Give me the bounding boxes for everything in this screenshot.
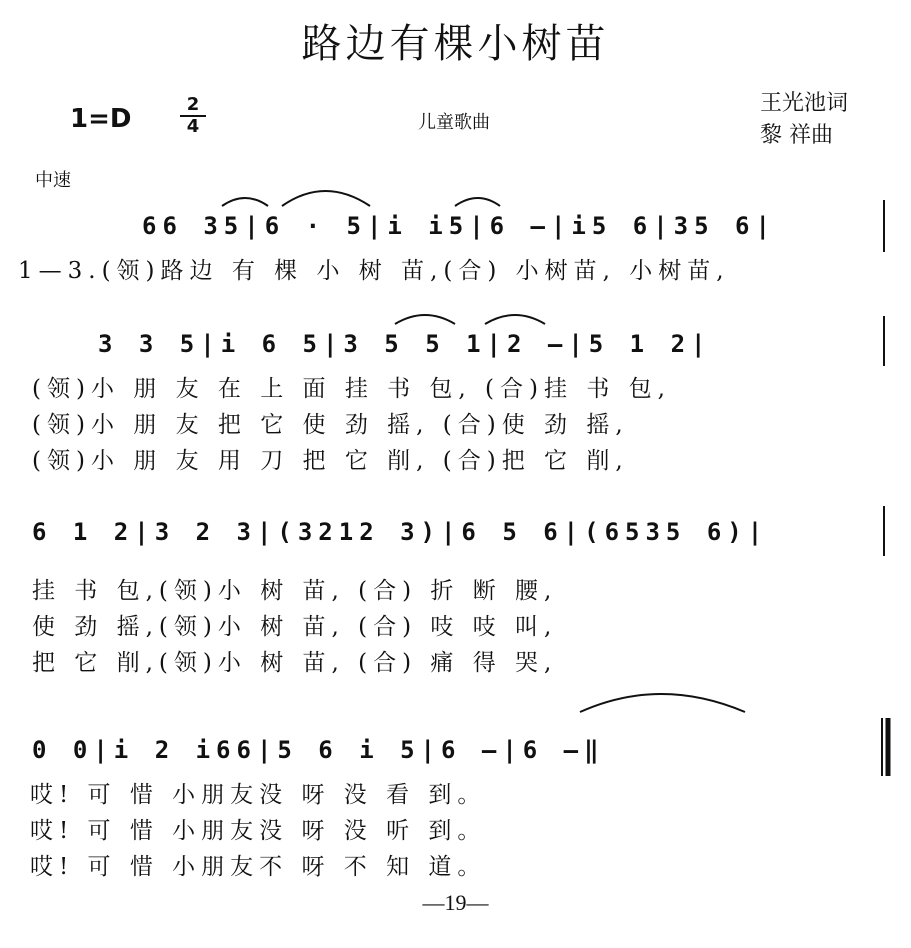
slur-mark bbox=[455, 198, 500, 206]
slur-mark bbox=[282, 191, 370, 206]
lyric-row-4-verse-3: 哎! 可 惜 小朋友不 呀 不 知 道。 bbox=[30, 854, 487, 880]
key-signature: 1=D bbox=[70, 104, 132, 134]
lyric-row-3-verse-3: 把 它 削,(领)小 树 苗, (合) 痛 得 哭, bbox=[32, 650, 558, 676]
song-title: 路边有棵小树苗 bbox=[301, 21, 610, 67]
lyricist-credit: 王光池词 bbox=[760, 91, 849, 116]
lyric-row-4-verse-2: 哎! 可 惜 小朋友没 呀 没 听 到。 bbox=[30, 818, 487, 844]
notation-row-1: 66 35|6 · 5|i i5|6 —|i5 6|35 6| bbox=[142, 212, 776, 240]
lyric-row-2-verse-3: (领)小 朋 友 用 刀 把 它 削, (合)把 它 削, bbox=[32, 448, 629, 474]
page-number: —19— bbox=[422, 890, 489, 915]
meter-top: 2 bbox=[186, 94, 200, 115]
lyric-row-1-verse-1: 1—3.(领)路边 有 棵 小 树 苗,(合) 小树苗, 小树苗, bbox=[18, 258, 730, 284]
lyric-row-4-verse-1: 哎! 可 惜 小朋友没 呀 没 看 到。 bbox=[30, 782, 487, 808]
song-genre: 儿童歌曲 bbox=[418, 112, 490, 133]
slur-mark bbox=[222, 198, 268, 206]
notation-row-4: 0 0|i 2 i66|5 6 i 5|6 —|6 —‖ bbox=[32, 736, 605, 764]
tie-mark bbox=[580, 694, 745, 712]
notation-row-3: 6 1 2|3 2 3|(3212 3)|6 5 6|(6535 6)| bbox=[32, 518, 769, 546]
lyric-row-3-verse-1: 挂 书 包,(领)小 树 苗, (合) 折 断 腰, bbox=[32, 578, 558, 604]
notation-row-2: 3 3 5|i 6 5|3 5 5 1|2 —|5 1 2| bbox=[98, 330, 712, 358]
lyric-row-2-verse-1: (领)小 朋 友 在 上 面 挂 书 包, (合)挂 书 包, bbox=[32, 376, 671, 402]
lyric-row-2-verse-2: (领)小 朋 友 把 它 使 劲 摇, (合)使 劲 摇, bbox=[32, 412, 629, 438]
slur-mark bbox=[485, 315, 545, 324]
composer-credit: 黎 祥曲 bbox=[760, 123, 833, 148]
lyric-row-3-verse-2: 使 劲 摇,(领)小 树 苗, (合) 吱 吱 叫, bbox=[32, 614, 558, 640]
tempo-marking: 中速 bbox=[35, 170, 71, 191]
meter-bottom: 4 bbox=[186, 116, 200, 137]
slur-mark bbox=[395, 315, 455, 324]
